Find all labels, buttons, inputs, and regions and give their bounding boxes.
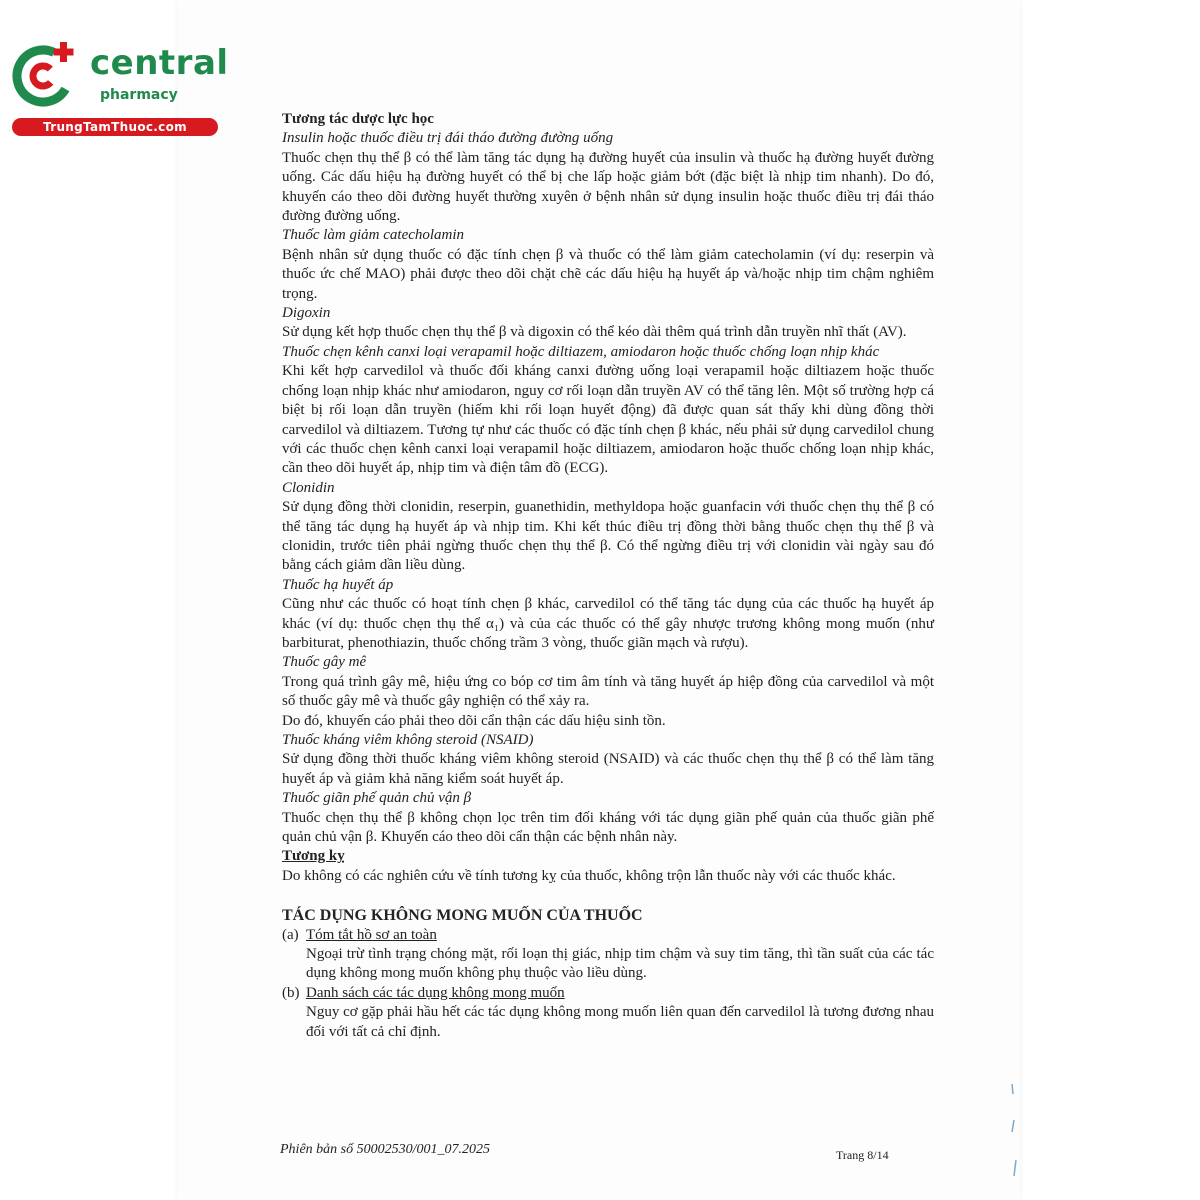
subheading-nsaid: Thuốc kháng viêm không steroid (NSAID) [282,732,534,748]
heading-incompatibility: Tương kỵ [282,848,345,865]
logo-site-banner[interactable]: TrungTamThuoc.com [12,118,218,136]
paragraph-bronchodilator: Thuốc chẹn thụ thể β không chọn lọc trên tim đối kháng với tác dụng giãn phế quản của thuốc giãn phế quản chủ vận β. Khuyến cáo theo dõi cẩn thận các bệnh nhân này. [282,809,934,846]
pharmacy-logo-icon [10,38,82,110]
list-title-b: Danh sách các tác dụng không mong muốn [306,984,565,1001]
list-item-b [282,984,934,1003]
list-marker-a: (a) [282,926,299,943]
logo-brand-text: central [90,43,229,83]
heading-pharmacodynamic: Tương tác dược lực học [282,111,434,127]
paragraph-catecholamin: Bệnh nhân sử dụng thuốc có đặc tính chẹn β và thuốc có thể làm giảm catecholamin (ví dụ: reserpin và thuốc ức chế MAO) phải được theo dõi chặt chẽ các dấu hiệu hạ huyết áp và/hoặc nhịp tim chậm nghiêm trọng. [282,246,934,302]
list-marker-b: (b) [282,984,300,1001]
subheading-clonidin: Clonidin [282,479,335,496]
paragraph-nsaid: Sử dụng đồng thời thuốc kháng viêm không steroid (NSAID) và các thuốc chẹn thụ thể β có thể làm tăng huyết áp và giảm khả năng kiểm soát huyết áp. [282,751,934,787]
list-item-a [282,926,934,945]
paragraph-digoxin: Sử dụng kết hợp thuốc chẹn thụ thể β và digoxin có thể kéo dài thêm quá trình dẫn truyền nhĩ thất (AV). [282,324,907,341]
logo-sub-text: pharmacy [100,87,178,103]
footer-version: Phiên bản số 50002530/001_07.2025 [280,1142,490,1157]
paragraph-antihypertensive: Cũng như các thuốc có hoạt tính chẹn β khác, carvedilol có thể tăng tác dụng của các thuốc hạ huyết áp khác (ví dụ: thuốc chẹn thụ thể α₁) và của các thuốc có thể gây nhược trương không mong muốn (như barbiturat, phenothiazin, thuốc chống trầm 3 vòng, thuốc giãn mạch và rượu). [282,596,934,651]
document-content [282,110,934,1042]
list-text-a: Ngoại trừ tình trạng chóng mặt, rối loạn thị giác, nhịp tim chậm và suy tim tăng, thì tần suất của các tác dụng không mong muốn không phụ thuộc vào liều dùng. [306,946,934,982]
paragraph-anesthetic-note: Do đó, khuyến cáo phải theo dõi cẩn thận các dấu hiệu sinh tồn. [282,712,666,729]
paragraph-clonidin: Sử dụng đồng thời clonidin, reserpin, guanethidin, methyldopa hoặc guanfacin với thuốc chẹn thụ thể β có thể tăng tác dụng hạ huyết áp và nhịp tim. Khi kết thúc điều trị đồng thời bằng thuốc chẹn thụ thể β và clonidin, trước tiên phải ngừng thuốc chẹn thụ thể β. Có thể ngừng điều trị với clonidin vài ngày sau đó bằng cách giảm dần liều dùng. [282,499,934,574]
list-text-b: Nguy cơ gặp phải hầu hết các tác dụng không mong muốn liên quan đến carvedilol là tương đương nhau đối với tất cả chỉ định. [306,1004,934,1040]
subheading-calcium-blockers: Thuốc chẹn kênh canxi loại verapamil hoặc diltiazem, amiodaron hoặc thuốc chống loạn nhịp khác [282,343,880,360]
subheading-insulin: Insulin hoặc thuốc điều trị đái tháo đường đường uống [282,130,614,147]
subheading-bronchodilator: Thuốc giãn phế quản chủ vận β [282,790,472,807]
paragraph-incompatibility: Do không có các nghiên cứu về tính tương kỵ của thuốc, không trộn lẫn thuốc này với các thuốc khác. [282,867,896,884]
subheading-catecholamin: Thuốc làm giảm catecholamin [282,227,465,244]
subheading-anesthetic: Thuốc gây mê [282,654,367,671]
footer-page-number: Trang 8/14 [836,1148,889,1162]
central-pharmacy-logo[interactable] [10,38,230,138]
paragraph-calcium-blockers: Khi kết hợp carvedilol và thuốc đối kháng canxi đường uống loại verapamil hoặc diltiazem hoặc thuốc chống loạn nhịp khác như amiodaron, nguy cơ rối loạn dẫn truyền AV có thể tăng lên. Một số trường hợp cá biệt bị rối loạn dẫn truyền (hiếm khi rối loạn huyết động) đã được quan sát thấy khi dùng đồng thời carvedilol và diltiazem. Tương tự như các thuốc có đặc tính chẹn β khác, nếu phải sử dụng carvedilol chung với các thuốc chẹn kênh canxi loại verapamil hoặc diltiazem, amiodaron hoặc thuốc chống loạn nhịp khác, cần theo dõi huyết áp, nhịp tim và điện tâm đồ (ECG). [282,363,934,477]
subheading-antihypertensive: Thuốc hạ huyết áp [282,576,394,593]
section-title-side-effects: TÁC DỤNG KHÔNG MONG MUỐN CỦA THUỐC [282,907,643,925]
paragraph-anesthetic: Trong quá trình gây mê, hiệu ứng co bóp cơ tim âm tính và tăng huyết áp hiệp đồng của carvedilol và một số thuốc gây mê và thuốc gây nghiện có thể xảy ra. [282,673,934,710]
list-title-a: Tóm tắt hồ sơ an toàn [306,926,437,943]
paragraph-insulin: Thuốc chẹn thụ thể β có thể làm tăng tác dụng hạ đường huyết của insulin và thuốc hạ đường huyết đường uống. Các dấu hiệu hạ đường huyết có thể bị che lấp hoặc giảm bớt (đặc biệt là nhịp tim nhanh). Do đó, khuyến cáo theo dõi đường huyết thường xuyên ở bệnh nhân sử dụng insulin hoặc thuốc điều trị đái tháo đường đường uống. [282,149,934,225]
page-edge-mark [1004,1080,1020,1190]
subheading-digoxin: Digoxin [282,305,331,322]
